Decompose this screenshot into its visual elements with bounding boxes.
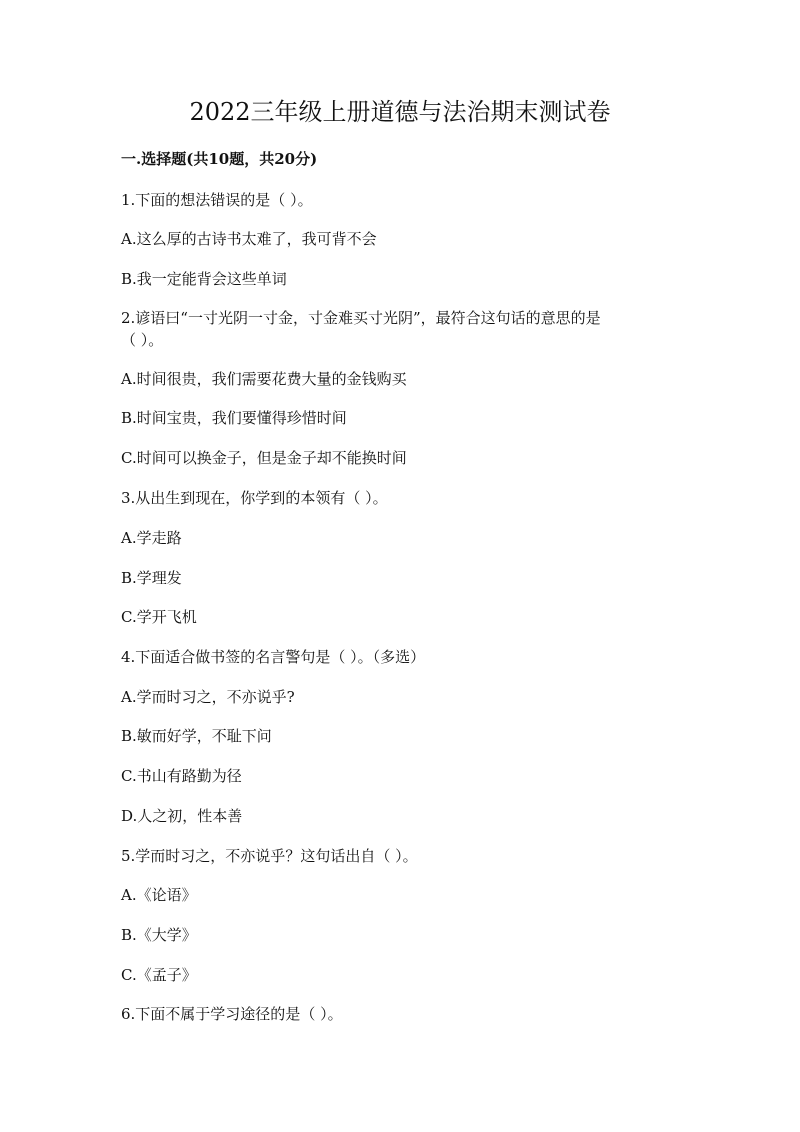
question-2: 2.谚语曰“一寸光阴一寸金，寸金难买寸光阴”，最符合这句话的意思的是	[121, 309, 601, 327]
question-5-option-b: B.《大学》	[121, 926, 197, 944]
question-5-option-a: A.《论语》	[121, 886, 197, 904]
question-4-option-d: D.人之初，性本善	[121, 807, 243, 825]
question-6: 6.下面不属于学习途径的是（ ）。	[121, 1005, 343, 1023]
section-heading: 一.选择题(共10题，共20分)	[121, 150, 318, 168]
question-4-option-a: A.学而时习之，不亦说乎?	[121, 688, 295, 706]
question-4: 4.下面适合做书签的名言警句是（ ）。（多选）	[121, 648, 426, 666]
question-2-continued: （ ）。	[121, 331, 164, 349]
question-5-option-c: C.《孟子》	[121, 966, 197, 984]
question-2-option-b: B.时间宝贵，我们要懂得珍惜时间	[121, 409, 347, 427]
question-2-option-c: C.时间可以换金子，但是金子却不能换时间	[121, 449, 407, 467]
page-title: 2022三年级上册道德与法治期末测试卷	[189, 98, 611, 126]
question-1-option-b: B.我一定能背会这些单词	[121, 270, 287, 288]
question-1: 1.下面的想法错误的是（ ）。	[121, 191, 313, 209]
question-4-option-b: B.敏而好学，不耻下问	[121, 727, 272, 745]
question-3-option-c: C.学开飞机	[121, 608, 197, 626]
question-5: 5.学而时习之，不亦说乎？这句话出自（ ）。	[121, 847, 418, 865]
question-3: 3.从出生到现在，你学到的本领有（ ）。	[121, 489, 388, 507]
question-3-option-a: A.学走路	[121, 529, 182, 547]
question-3-option-b: B.学理发	[121, 569, 182, 587]
question-4-option-c: C.书山有路勤为径	[121, 767, 242, 785]
question-2-option-a: A.时间很贵，我们需要花费大量的金钱购买	[121, 370, 407, 388]
question-1-option-a: A.这么厚的古诗书太难了，我可背不会	[121, 230, 377, 248]
